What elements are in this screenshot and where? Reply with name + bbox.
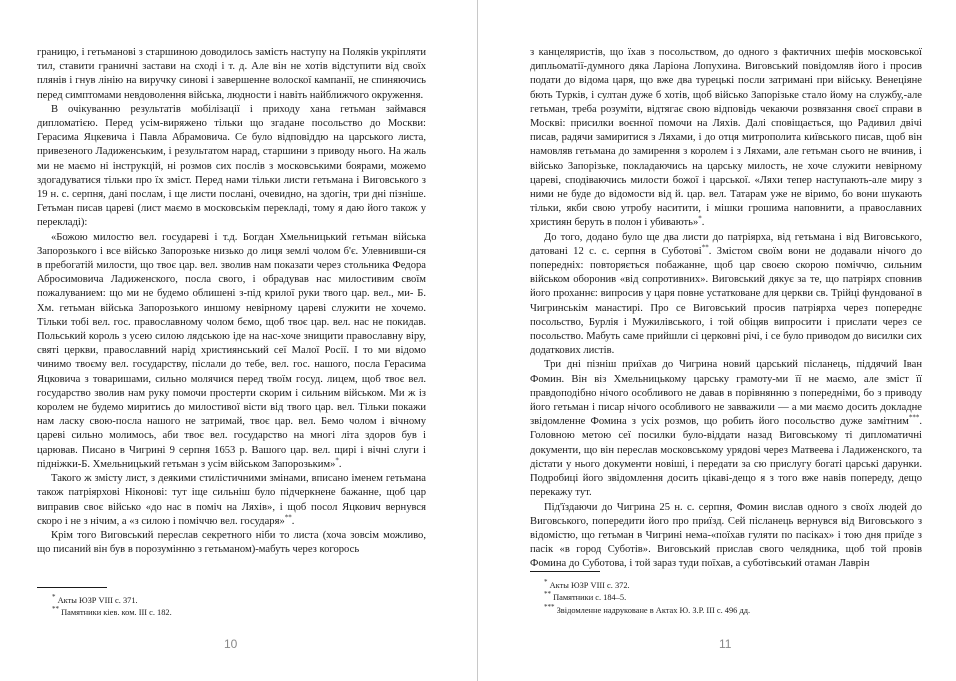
right-page xyxy=(478,0,956,681)
paragraph-text: Такого ж змісту лист, з деякими стилістичними змінами, вписано іменем гетьмана також патріярхові Ніконові: тут іще сильніш було підчеркнене бажанне, щоб цар виправив своє військо «до нас в поміч на Ляхів», і щоб посол Яцкович вернувся скоро і не з нічим, а «з силою і поміччю вел. государя» xyxy=(37,473,426,527)
paragraph: границю, і гетьманові з старшиною доводилось замість наступу на Поляків укріпляти тил, ставити граничні застави на сході і т. д. Але він не хотів відступити від своїх плянів і гнув лінію на виручку синові і завершенне волоскої кампанії, не спиняючись перед симптомами невдоволення війська, людности і навіть найближчого окруження. xyxy=(37,47,426,101)
footnote-mark: ** xyxy=(544,590,551,599)
page-number: 10 xyxy=(224,637,238,651)
left-page xyxy=(0,0,477,681)
footnote-mark: *** xyxy=(908,413,920,422)
footnote-rule xyxy=(530,571,600,572)
footnote-mark: ** xyxy=(701,243,709,252)
paragraph xyxy=(530,358,922,500)
footnote-mark: * xyxy=(698,214,702,223)
paragraph: В очікуванню результатів мобілізації і приходу хана гетьман займався дипломатією. Перед усім-виряжено тільки що згадане посольство до Москви: Герасима Яцкевича і Павла Абрамовича. Се було відповіддю на царського листа, привезеного Ладиженським, і результатом нарад, старшини з приводу нього. На жаль ми не маємо ні інструкцій, ні розмов сих послів з московськими боярами, можемо здогадуватися тільки про їх зміст. Перед нами тільки листи гетьмана і Виговського з 19 н. с. серпня, дані послам, і ще листи послані, очевидно, на здогін, три дні пізніше. Гетьман писав цареві (лист маємо в московськім перекладі, тому я даю його також у перекладі): xyxy=(37,103,426,229)
paragraph-text: . Змістом своїм вони не додавали нічого до попередніх: повторяється побажанне, щоб цар своєю скорою поміччю, сильним військом оборонив «від сопротивних». Виговський дякує за те, що патріярх сповнив його проханнє: випросив у царя повне устатковане для церкви св. Трійці фундованої в Чигринськім манастирі. Про се Виговський просив патріярха через попереднє посольство, Бурлія і Мужилівського, і той обіцяв випросити і прислати через се посольство. Мабуть саме прийшли сі церковні річі, і се було приводом до висилки сих додаткових листів. xyxy=(530,245,922,357)
footnote xyxy=(544,592,750,604)
paragraph: з канцеляристів, що їхав з посольством, до одного з фактичних шефів московської дипльоматії-думного дяка Ларіона Лопухина. Виговський повідомляв його і просив подати до відома царя, що вже два турецькі посли затримані при війську. Венеціяне бють Турків, і султан дуже б хотів, щоб військо Запорізьке стало йому на службу,-але гетьман, треба розуміти, відтягає свою відповідь чекаючи розвязання своєї справи в Москві: присилки воєнної помочи на Ляхів. Далі сповіщається, що Радивил двічі писав, радячи замиритися з Ляхами, і до отця митрополита київського писав, щоб він намовляв гетьмана до замирення з королем і з Ляхами, але гетьман сього не вчинив, і військо Запорізьке, покладаючись на царську милость, не хоче служити невірному цареві, сподіваючись милости божої і царської. «Ляхи тепер наступають-але миру з ними не буде до відомости від й. цар. вел. Татарам уже не віримо, бо вони шукають тільки, якби свою утробу наситити, і мішки грошима наповнити, а православних християн беруть в полон і убивають»*. xyxy=(530,47,922,229)
left-footnotes xyxy=(52,595,172,620)
footnote-mark: * xyxy=(52,593,56,602)
footnote-text: Памятники кіев. ком. III с. 182. xyxy=(61,608,172,618)
paragraph: Крім того Виговський переслав секретного ніби то листа (хоча зовсім можливо, що писаний він був в порозумінню з гетьманом)-мабуть через когорось xyxy=(37,529,426,556)
footnote-text: Памятники с. 184–5. xyxy=(553,593,627,603)
footnote xyxy=(52,595,172,607)
right-body-text xyxy=(530,46,922,572)
left-body-text xyxy=(37,46,426,557)
footnote-mark: * xyxy=(335,456,339,465)
paragraph: Такого ж змісту лист, з деякими стилістичними змінами, вписано іменем гетьмана також патріярхові Ніконові: тут іще сильніш було підчеркнене бажанне, щоб цар виправив своє військо «до нас в поміч на Ляхів», і щоб посол Яцкович вернувся скоро і не з нічим, а «з силою і поміччю вел. государя»**. xyxy=(37,473,426,527)
footnote-mark: *** xyxy=(544,603,555,612)
paragraph-text: з канцеляристів, що їхав з посольством, до одного з фактичних шефів московської дипльоматії-думного дяка Ларіона Лопухина. Виговський повідомляв його і просив подати до відома царя, що вже два турецькі посли затримані при війську. Венеціяне бють Турків, і султан дуже б хотів, щоб військо Запорізьке стало йому на службу,-але гетьман, треба розуміти, відтягає свою відповідь чекаючи розвязання своєї справи в Москві: присилки воєнної помочи на Ляхів. Далі сповіщається, що Радивил двічі писав, радячи замиритися з Ляхами, і до отця митрополита київського писав, щоб він намовляв гетьмана до замирення з королем і з Ляхами, але гетьман сього не вчинив, і військо Запорізьке, покладаючись на царську милость, не хоче служити невірному цареві, сподіваючись милости божої і царської. «Ляхи тепер наступають-але миру з ними не буде до відомости від й. цар. вел. Татарам уже не віримо, бо вони шукають тільки, якби свою утробу наситити, і мішки грошима наповнити, а православних християн беруть в полон і убивають» xyxy=(530,47,922,229)
footnote-mark: * xyxy=(544,578,548,587)
footnote xyxy=(544,605,750,617)
footnote-text: Акты ЮЗР VIII с. 371. xyxy=(57,596,138,605)
paragraph: «Божою милостю вел. государеві і т.д. Богдан Хмельницький гетьман війська Запорозького і все військо Запорозьке низько до лиця землі чолом б'є. Улевнивши-ся в пребогатій милости, що твоє цар. вел. зволив нам показати через стольника Федора Абросимовича Ладиженского, посла свого, і обрадував нас милостивим своїм пожалуванием: що ми не будемо облишені з-під крилої руки твого цар. вел., ми- Б. Хм. гетьман війська Запорозького иншому невірному цареві служити не хочемо. Тільки тобі вел. гос. православному чолом бємо, щоб твоє цар. вел. нас не покидав. Польський король з усею силою лядською іде на нас-хоче знищити православну віру, святі церкви, православний нарід християнський сеї Малої Росії. І то ми відомо чинимо твоєму вел. государству, післали до тебе, вел. гос. нашого, посла Герасима Яцковича з товаришами, сильно молячися перед твоїм госуд. лицем, щоб твоє вел. государство зволив нам руку помочи простерти скорим і сильним військом. Ми ж із королем не будемо миритись до милостивої вісти від твого цар. вел. Тільки покажи нам ласку свою-посла нашого не затримай, твоє цар. вел. Бемо чолом і вічному цареві сильно молимось, аби твоє вел. государство на многі літа здоров був і царював. Писано в Чигрині 9 серпня 1653 р. Вашого цар. вел. щирі і вічні слуги і підніжки-Б. Хмельницький гетьман з усім військом Запорозьким»*. xyxy=(37,231,426,470)
footnote xyxy=(544,580,750,592)
page-number: 11 xyxy=(719,637,732,651)
footnote-mark: ** xyxy=(52,605,59,614)
right-footnotes xyxy=(544,580,750,617)
quoted-letter: «Божою милостю вел. государеві і т.д. Богдан Хмельницький гетьман війська Запорозького і все військо Запорозьке низько до лиця землі чолом б'є. Улевнивши-ся в пребогатій милости, що твоє цар. вел. зволив нам показати через стольника Федора Абросимовича Ладиженского, посла свого, і обрадував нас милостивим своїм пожалуванием: що ми не будемо облишені з-під крилої руки твого цар. вел., ми- Б. Хм. гетьман війська Запорозького иншому невірному цареві служити не хочемо. Тільки тобі вел. гос. православному чолом бємо, щоб твоє цар. вел. нас не покидав. Польський король з усею силою лядською іде на нас-хоче знищити православну віру, святі церкви, православний нарід християнський сеї Малої Росії. І то ми відомо чинимо твоєму вел. государству, післали до тебе, вел. гос. нашого, посла Герасима Яцковича з товаришами, сильно молячися перед твоїм госуд. лицем, щоб твоє вел. государство зволив нам руку помочи простерти скорим і сильним військом. Ми ж із королем не будемо миритись до милостивої вісти від твого цар. вел. Тільки покажи нам ласку свою-посла нашого не затримай, твоє цар. вел. Бемо чолом і вічному цареві сильно молимось, аби твоє вел. государство на многі літа здоров був і царював. Писано в Чигрині 9 серпня 1653 р. Вашого цар. вел. щирі і вічні слуги і підніжки-Б. Хмельницький гетьман з усім військом Запорозьким» xyxy=(37,231,426,470)
footnote-text: Звідомленне надруковане в Актах Ю. З.Р. III с. 496 дд. xyxy=(556,605,751,615)
footnote xyxy=(52,607,172,619)
footnote-rule xyxy=(37,587,107,588)
paragraph xyxy=(530,231,922,359)
paragraph-text: . Головною метою сеї посилки було-віддати назад Виговському ті дипломатичні документи, що він переслав московському урядові через Матвеева і Ладиженского, та дістати у нього документи новіші, і передати за сю прислугу богаті царські дарунки. Подробиці його звідомлення досить цікаві-дещо я з того вже навів попереду, дещо перекажу тут. xyxy=(530,416,922,499)
paragraph-text: До того, додано було ще два листи до патріярха, від гетьмана і від Виговського, датовані 12 с. с. серпня в Суботові xyxy=(530,231,922,257)
paragraph-text: Три дні пізніш приїхав до Чигрина новий царський післанець, піддячий Іван Фомин. Він віз Хмельницькому царську грамоту-ми її не маємо, але зміст її правдоподібно нічого особливого не давав в порівнянню з попередніми, бо з приводу його гетьман і писар нічого особливого не завважили — а ми маємо досить докладне звідомленне Фомина з усіх розмов, що робить його посольство дуже замітним xyxy=(530,359,922,428)
footnote-mark: ** xyxy=(284,513,292,522)
footnote-text: Акты ЮЗР VIII с. 372. xyxy=(549,581,630,590)
paragraph: Під'їздаючи до Чигрина 25 н. с. серпня, Фомин вислав одного з своїх людей до Виговського, попередити його про приїзд. Сей післанець вернувся від Виговського з відомістю, що гетьман в Чигрині нема-«поїхав гуляти по пасіках» і тою дня приїде з пасік «в город Суботів». Виговський прислав свого челядника, щоб той провів Фомина до Суботова, і той зараз туди поїхав, а суботівський отаман Лаврін xyxy=(530,501,922,570)
